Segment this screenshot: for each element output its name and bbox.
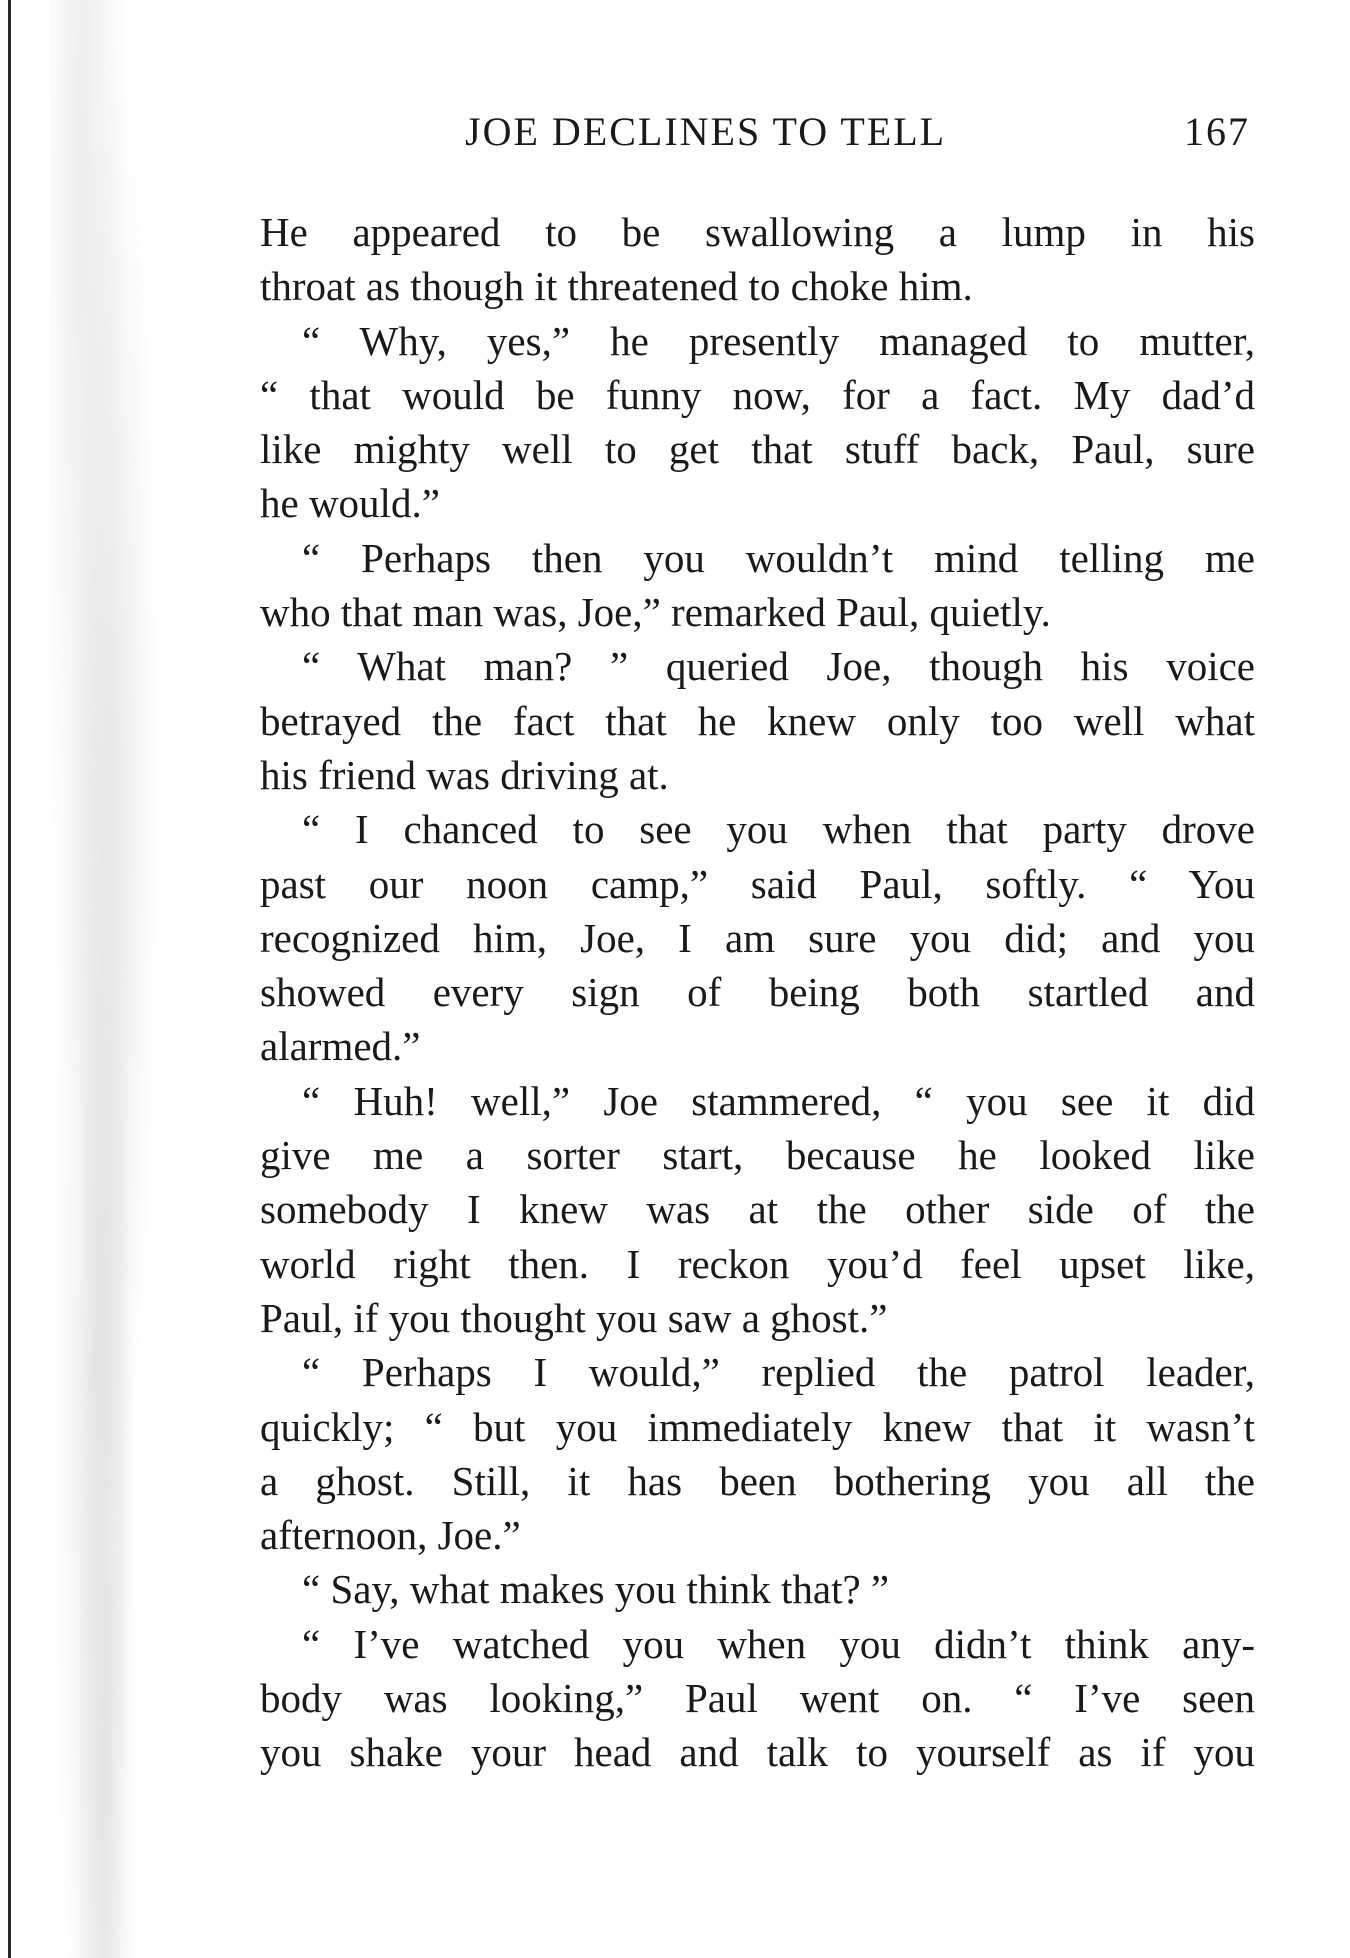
gutter-shadow xyxy=(50,0,160,1958)
text-line: body was looking,” Paul went on. “ I’ve seen xyxy=(260,1675,1255,1722)
text-line: “ What man? ” queried Joe, though his voice xyxy=(302,643,1255,690)
text-line: like mighty well to get that stuff back, Paul, sure xyxy=(260,426,1255,473)
text-line: “ Perhaps then you wouldn’t mind telling me xyxy=(302,534,1255,581)
text-line: recognized him, Joe, I am sure you did; and you xyxy=(260,914,1255,961)
text-line: betrayed the fact that he knew only too well what xyxy=(260,697,1255,744)
chapter-title: JOE DECLINES TO TELL xyxy=(465,109,947,154)
text-line: give me a sorter start, because he looked like xyxy=(260,1132,1255,1179)
text-line: throat as though it threatened to choke him. xyxy=(260,263,973,310)
text-line: he would.” xyxy=(260,480,440,527)
page-binding-edge xyxy=(8,0,11,1958)
page-number: 167 xyxy=(1184,109,1250,154)
text-line: “ Perhaps I would,” replied the patrol leader, xyxy=(302,1349,1255,1396)
text-line: alarmed.” xyxy=(260,1023,421,1070)
text-line: showed every sign of being both startled and xyxy=(260,969,1255,1016)
text-line: somebody I knew was at the other side of the xyxy=(260,1186,1255,1233)
text-line: afternoon, Joe.” xyxy=(260,1512,521,1559)
text-line: He appeared to be swallowing a lump in his xyxy=(260,209,1255,255)
text-line: his friend was driving at. xyxy=(260,751,669,798)
text-line: “ I’ve watched you when you didn’t think any- xyxy=(302,1620,1255,1667)
text-line: a ghost. Still, it has been bothering you all the xyxy=(260,1457,1255,1504)
text-line: “ Why, yes,” he presently managed to mutter, xyxy=(302,317,1255,364)
running-head xyxy=(260,108,1250,168)
text-line: world right then. I reckon you’d feel upset like, xyxy=(260,1240,1255,1287)
body-text xyxy=(260,205,1255,1780)
text-line: “ I chanced to see you when that party drove xyxy=(302,806,1255,853)
text-line: “ Huh! well,” Joe stammered, “ you see it did xyxy=(302,1077,1255,1124)
text-line: who that man was, Joe,” remarked Paul, quietly. xyxy=(260,589,1051,636)
text-line: you shake your head and talk to yourself as if you xyxy=(260,1729,1255,1776)
text-line: past our noon camp,” said Paul, softly. “ You xyxy=(260,860,1255,907)
text-line: “ Say, what makes you think that? ” xyxy=(302,1566,890,1613)
text-line: quickly; “ but you immediately knew that it wasn’t xyxy=(260,1403,1255,1450)
text-line: “ that would be funny now, for a fact. My dad’d xyxy=(260,371,1255,418)
text-line: Paul, if you thought you saw a ghost.” xyxy=(260,1294,888,1341)
